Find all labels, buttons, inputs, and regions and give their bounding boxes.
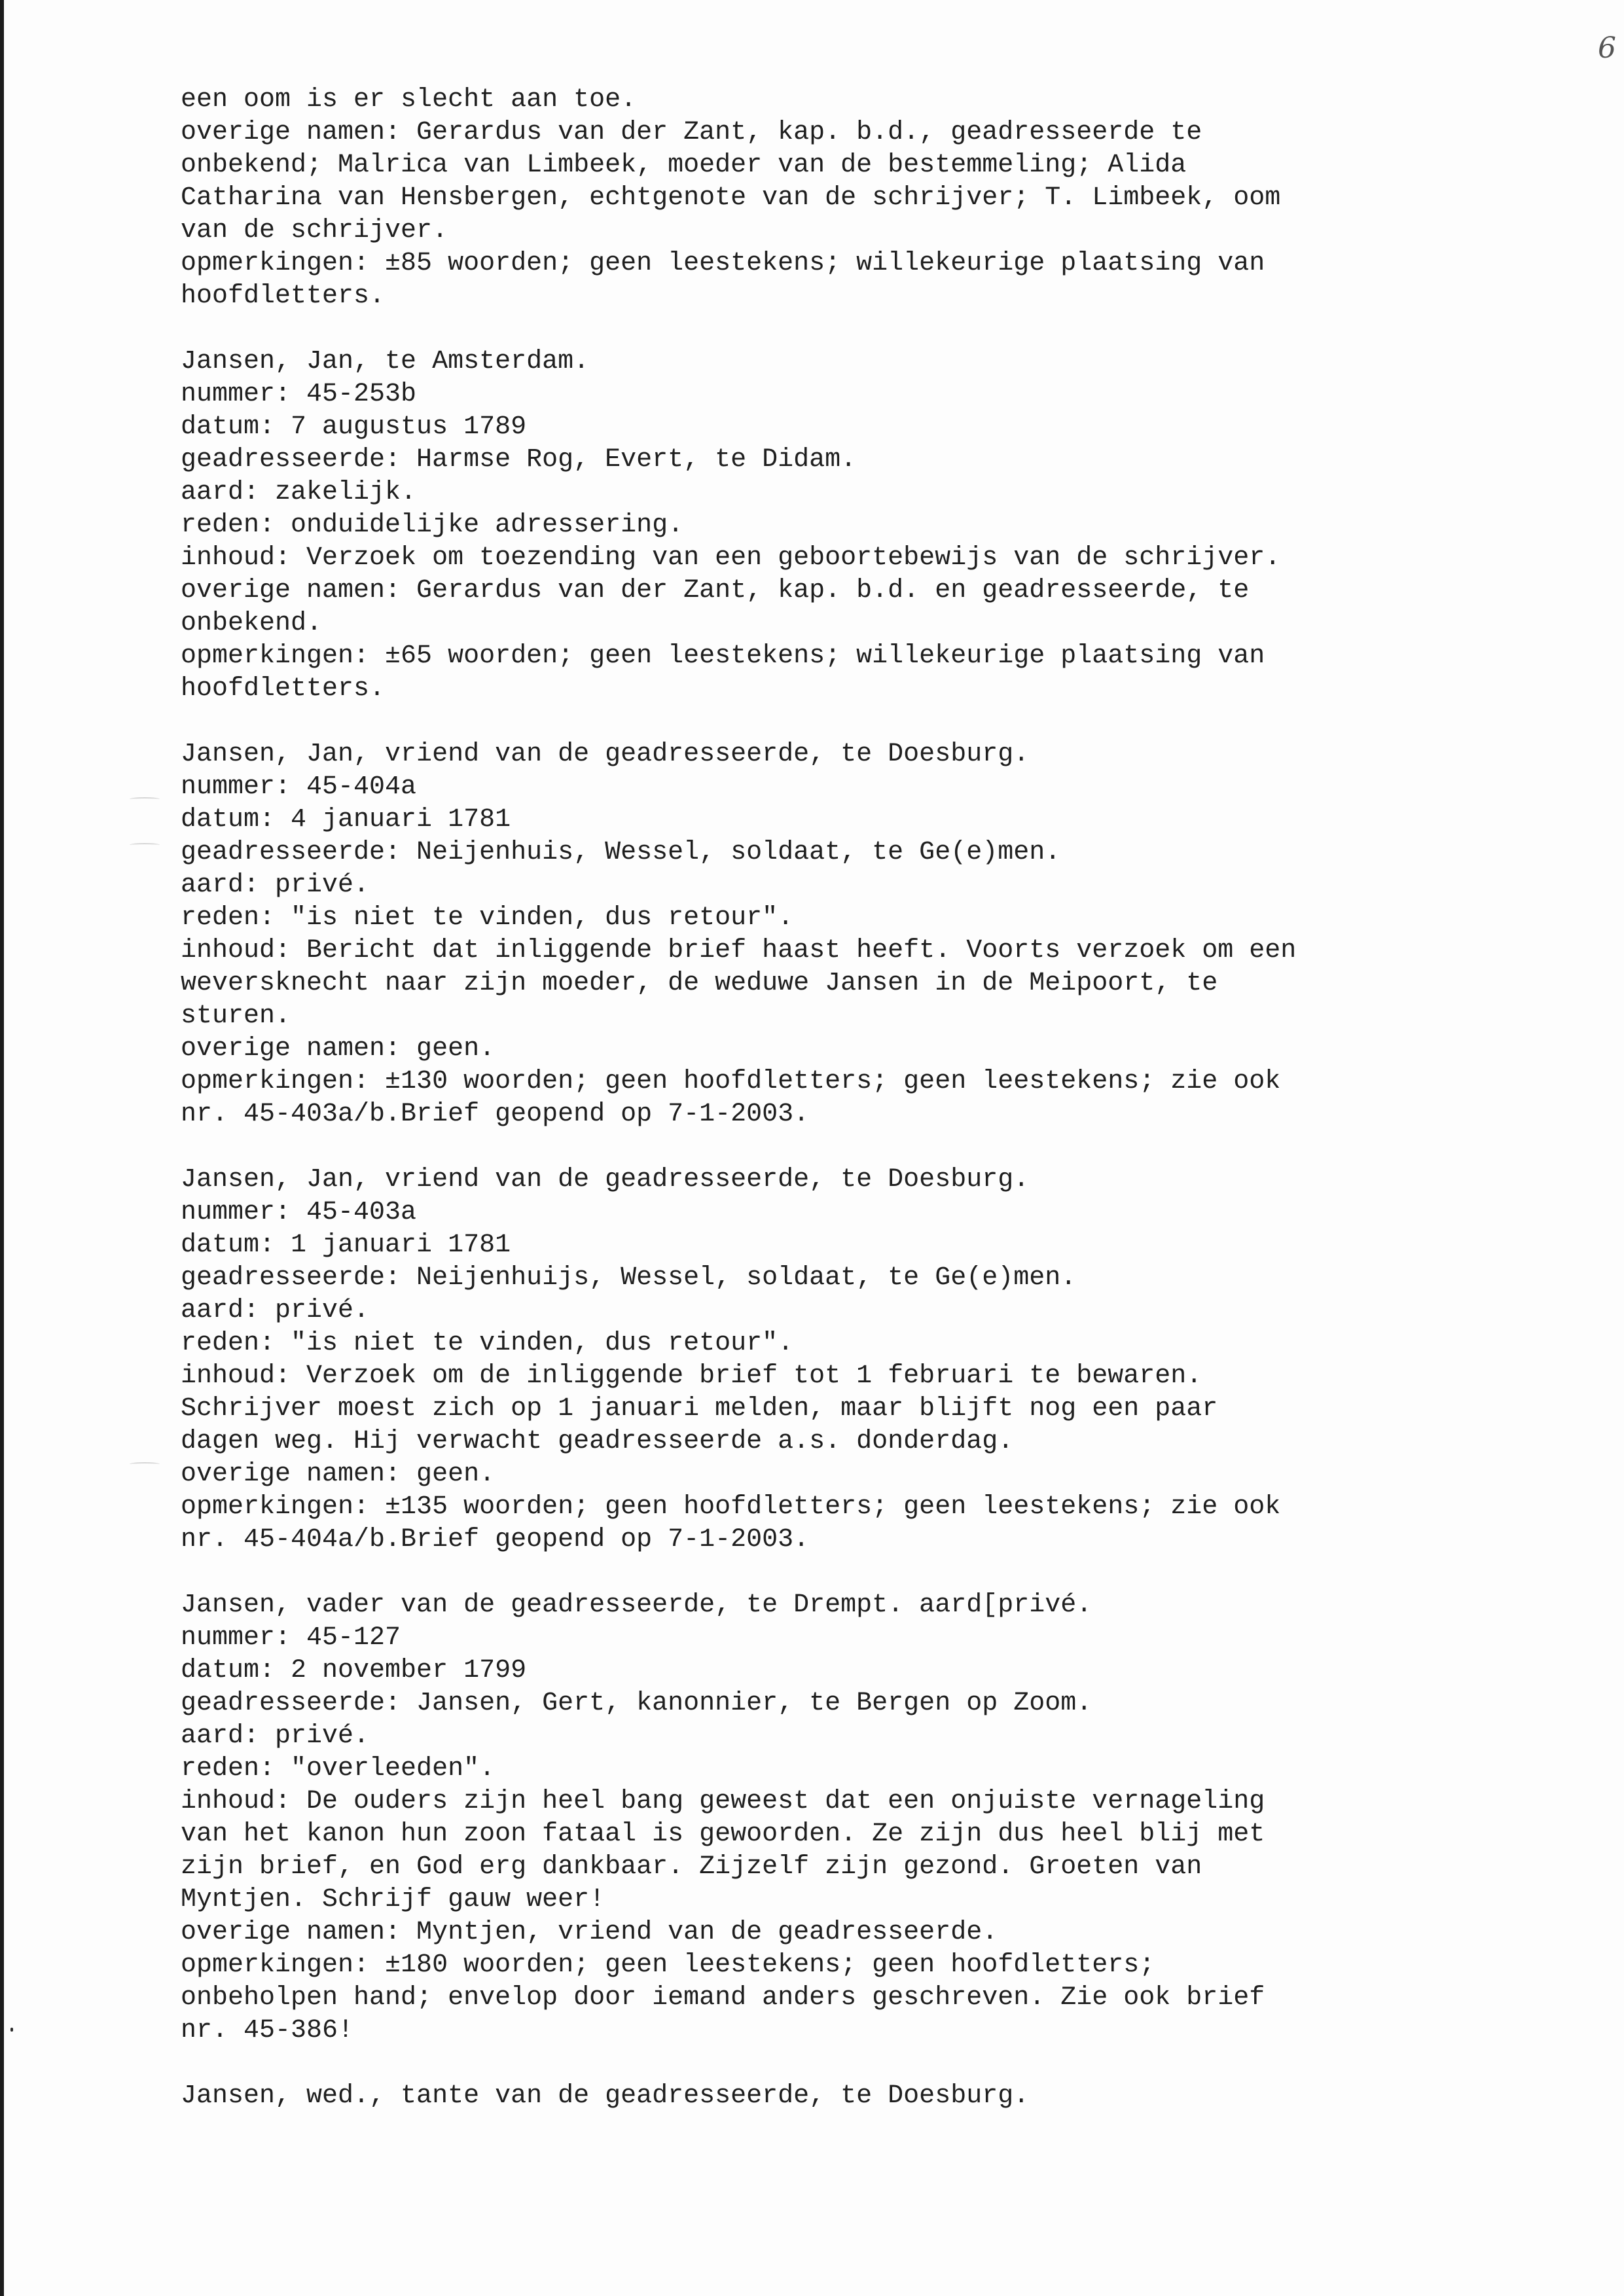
entry-line: geadresseerde: Neijenhuijs, Wessel, soldaat, te Ge(e)men. (181, 1263, 1077, 1293)
entry-line: Jansen, vader van de geadresseerde, te Drempt. aard[privé. (181, 1590, 1092, 1620)
entry-line: nr. 45-386! (181, 2016, 354, 2045)
entry-line: overige namen: Gerardus van der Zant, kap. b.d. en geadresseerde, te (181, 576, 1250, 605)
entry-line: nummer: 45-403a (181, 1198, 417, 1227)
entry-line: overige namen: geen. (181, 1034, 496, 1064)
page-number: 6 (1598, 31, 1616, 65)
letter-register-text (181, 84, 1490, 2145)
entry-line: sturen. (181, 1001, 291, 1031)
entry-line: Jansen, wed., tante van de geadresseerde, te Doesburg. (181, 2081, 1030, 2111)
entry-line: reden: "overleeden". (181, 1754, 496, 1784)
entry-line: datum: 7 augustus 1789 (181, 412, 527, 442)
entry-line: opmerkingen: ±65 woorden; geen leestekens; willekeurige plaatsing van (181, 641, 1265, 671)
scan-mark (130, 1462, 160, 1466)
entry-line: geadresseerde: Jansen, Gert, kanonnier, te Bergen op Zoom. (181, 1689, 1092, 1718)
entry-line: reden: "is niet te vinden, dus retour". (181, 903, 794, 933)
entry-line: Catharina van Hensbergen, echtgenote van de schrijver; T. Limbeek, oom (181, 183, 1281, 213)
entry-line: datum: 1 januari 1781 (181, 1230, 511, 1260)
entry-line: nummer: 45-253b (181, 380, 417, 409)
entry-line: onbekend. (181, 609, 323, 638)
entry-line: hoofdletters. (181, 281, 386, 311)
entry-line: Jansen, Jan, vriend van de geadresseerde, te Doesburg. (181, 740, 1030, 769)
register-entry (181, 1589, 1490, 2047)
entry-line: geadresseerde: Neijenhuis, Wessel, soldaat, te Ge(e)men. (181, 838, 1061, 867)
entry-line: hoofdletters. (181, 674, 386, 704)
entry-line: Myntjen. Schrijf gauw weer! (181, 1885, 605, 1914)
entry-line: aard: privé. (181, 1721, 370, 1751)
entry-line: aard: zakelijk. (181, 478, 417, 507)
entry-line: aard: privé. (181, 870, 370, 900)
entry-line: datum: 2 november 1799 (181, 1656, 527, 1685)
entry-line: inhoud: Verzoek om de inliggende brief tot 1 februari te bewaren. (181, 1361, 1202, 1391)
entry-line: nr. 45-403a/b.Brief geopend op 7-1-2003. (181, 1100, 810, 1129)
entry-line: overige namen: geen. (181, 1460, 496, 1489)
entry-line: overige namen: Myntjen, vriend van de geadresseerde. (181, 1918, 998, 1947)
entry-line: inhoud: De ouders zijn heel bang geweest dat een onjuiste vernageling (181, 1787, 1265, 1816)
entry-line: nr. 45-404a/b.Brief geopend op 7-1-2003. (181, 1525, 810, 1554)
entry-line: onbekend; Malrica van Limbeek, moeder van de bestemmeling; Alida (181, 151, 1187, 180)
entry-line: Schrijver moest zich op 1 januari melden, maar blijft nog een paar (181, 1394, 1218, 1424)
scan-mark (130, 797, 160, 801)
entry-line: Jansen, Jan, te Amsterdam. (181, 347, 590, 376)
entry-line: dagen weg. Hij verwacht geadresseerde a.s. donderdag. (181, 1427, 1014, 1456)
entry-line: nummer: 45-404a (181, 772, 417, 802)
scan-mark (10, 2028, 13, 2032)
entry-line: geadresseerde: Harmse Rog, Evert, te Didam. (181, 445, 857, 475)
entry-line: Jansen, Jan, vriend van de geadresseerde, te Doesburg. (181, 1165, 1030, 1194)
entry-line: opmerkingen: ±130 woorden; geen hoofdletters; geen leestekens; zie ook (181, 1067, 1281, 1096)
entry-line: zijn brief, en God erg dankbaar. Zijzelf zijn gezond. Groeten van (181, 1852, 1202, 1882)
entry-line: onbeholpen hand; envelop door iemand anders geschreven. Zie ook brief (181, 1983, 1265, 2013)
entry-line: overige namen: Gerardus van der Zant, kap. b.d., geadresseerde te (181, 118, 1202, 147)
entry-line: opmerkingen: ±135 woorden; geen hoofdletters; geen leestekens; zie ook (181, 1492, 1281, 1522)
entry-line: reden: "is niet te vinden, dus retour". (181, 1329, 794, 1358)
entry-line: aard: privé. (181, 1296, 370, 1325)
entry-line: inhoud: Verzoek om toezending van een geboortebewijs van de schrijver. (181, 543, 1281, 573)
register-entry (181, 84, 1490, 313)
scan-mark (130, 843, 160, 847)
entry-line: van de schrijver. (181, 216, 448, 245)
entry-line: opmerkingen: ±85 woorden; geen leestekens; willekeurige plaatsing van (181, 249, 1265, 278)
entry-line: reden: onduidelijke adressering. (181, 511, 684, 540)
entry-line: een oom is er slecht aan toe. (181, 85, 637, 115)
entry-line: van het kanon hun zoon fataal is gewoorden. Ze zijn dus heel blij met (181, 1820, 1265, 1849)
entry-line: opmerkingen: ±180 woorden; geen leestekens; geen hoofdletters; (181, 1950, 1155, 1980)
register-entry (181, 346, 1490, 706)
register-entry (181, 738, 1490, 1131)
entry-line: inhoud: Bericht dat inliggende brief haast heeft. Voorts verzoek om een (181, 936, 1297, 965)
entry-line: datum: 4 januari 1781 (181, 805, 511, 834)
entry-line: weversknecht naar zijn moeder, de weduwe Jansen in de Meipoort, te (181, 969, 1218, 998)
entry-line: nummer: 45-127 (181, 1623, 401, 1653)
register-entry (181, 1164, 1490, 1556)
register-entry (181, 2080, 1490, 2113)
